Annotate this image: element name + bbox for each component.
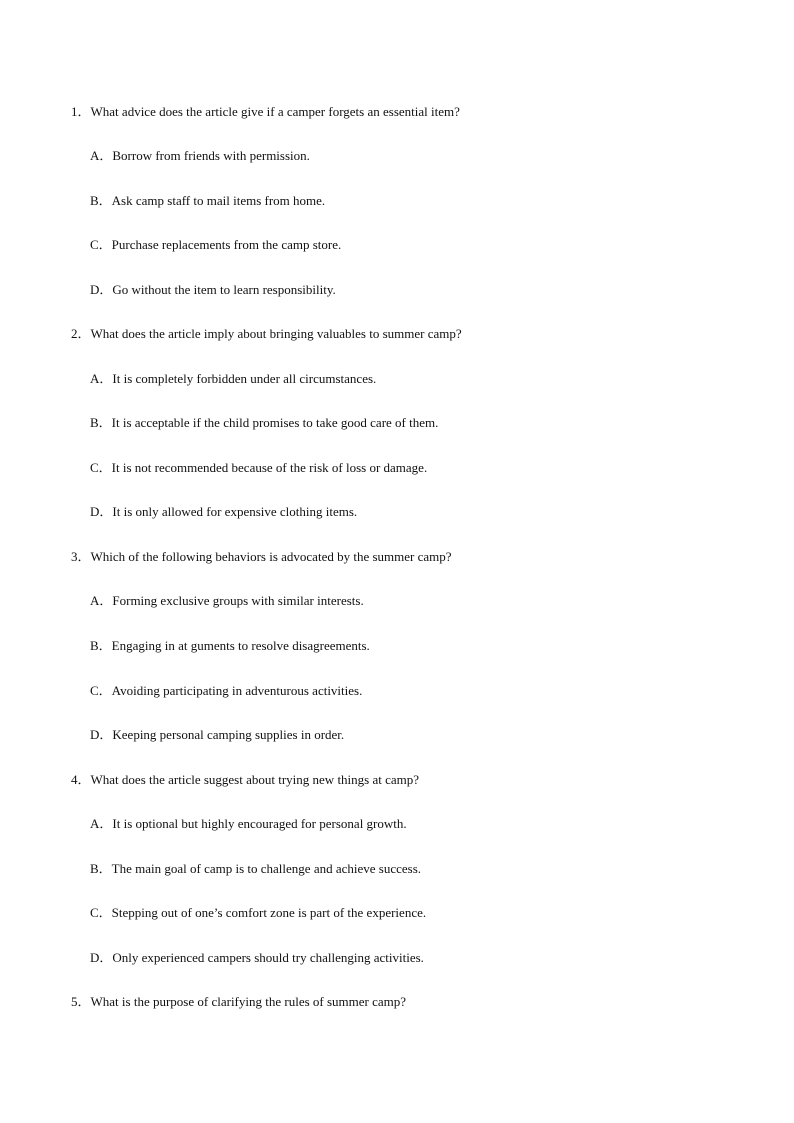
question-text: Which of the following behaviors is advocated by the summer camp?: [90, 549, 452, 564]
question-number: 4．: [71, 772, 91, 787]
question-2: [71, 326, 462, 342]
question-4-option-b: [90, 861, 421, 877]
question-1-option-c: [90, 237, 341, 253]
question-1-option-b: [90, 193, 325, 209]
option-letter: D．: [90, 727, 113, 742]
question-3-option-d: [90, 727, 344, 743]
question-4-option-c: [90, 905, 426, 921]
question-4-option-d: [90, 950, 424, 966]
option-text: It is acceptable if the child promises to take good care of them.: [111, 415, 439, 430]
option-letter: A．: [90, 148, 113, 163]
option-letter: D．: [90, 950, 113, 965]
option-text: It is only allowed for expensive clothing items.: [112, 504, 358, 519]
question-3-option-a: [90, 593, 364, 609]
option-text: Avoiding participating in adventurous activities.: [111, 683, 363, 698]
question-1: [71, 104, 460, 120]
option-text: Borrow from friends with permission.: [112, 148, 310, 163]
question-number: 3．: [71, 549, 91, 564]
question-5: [71, 994, 406, 1010]
option-letter: D．: [90, 282, 113, 297]
question-2-option-a: [90, 371, 376, 387]
question-text: What does the article suggest about trying new things at camp?: [90, 772, 420, 787]
option-letter: B．: [90, 193, 112, 208]
option-text: It is not recommended because of the risk of loss or damage.: [111, 460, 428, 475]
option-text: Purchase replacements from the camp store.: [111, 237, 342, 252]
question-3-option-b: [90, 638, 370, 654]
option-text: Keeping personal camping supplies in order.: [112, 727, 345, 742]
option-letter: B．: [90, 415, 112, 430]
option-text: It is completely forbidden under all circumstances.: [112, 371, 377, 386]
question-2-option-b: [90, 415, 438, 431]
option-text: Go without the item to learn responsibility.: [112, 282, 336, 297]
option-letter: C．: [90, 905, 112, 920]
option-text: Only experienced campers should try challenging activities.: [112, 950, 424, 965]
option-text: Ask camp staff to mail items from home.: [111, 193, 326, 208]
question-text: What does the article imply about bringing valuables to summer camp?: [90, 326, 462, 341]
question-1-option-d: [90, 282, 336, 298]
option-letter: A．: [90, 593, 113, 608]
option-letter: A．: [90, 371, 113, 386]
option-letter: C．: [90, 460, 112, 475]
option-text: It is optional but highly encouraged for personal growth.: [112, 816, 407, 831]
option-text: The main goal of camp is to challenge and achieve success.: [111, 861, 422, 876]
option-text: Stepping out of one’s comfort zone is part of the experience.: [111, 905, 427, 920]
question-1-option-a: [90, 148, 310, 164]
option-letter: C．: [90, 683, 112, 698]
question-text: What is the purpose of clarifying the rules of summer camp?: [90, 994, 407, 1009]
question-4-option-a: [90, 816, 407, 832]
question-number: 1．: [71, 104, 91, 119]
option-letter: A．: [90, 816, 113, 831]
option-text: Engaging in at guments to resolve disagreements.: [111, 638, 370, 653]
option-letter: D．: [90, 504, 113, 519]
option-letter: C．: [90, 237, 112, 252]
question-number: 2．: [71, 326, 91, 341]
option-letter: B．: [90, 861, 112, 876]
option-text: Forming exclusive groups with similar interests.: [112, 593, 364, 608]
question-2-option-d: [90, 504, 357, 520]
question-2-option-c: [90, 460, 427, 476]
option-letter: B．: [90, 638, 112, 653]
question-text: What advice does the article give if a camper forgets an essential item?: [90, 104, 460, 119]
question-number: 5．: [71, 994, 91, 1009]
question-4: [71, 772, 419, 788]
question-3-option-c: [90, 683, 362, 699]
question-3: [71, 549, 452, 565]
